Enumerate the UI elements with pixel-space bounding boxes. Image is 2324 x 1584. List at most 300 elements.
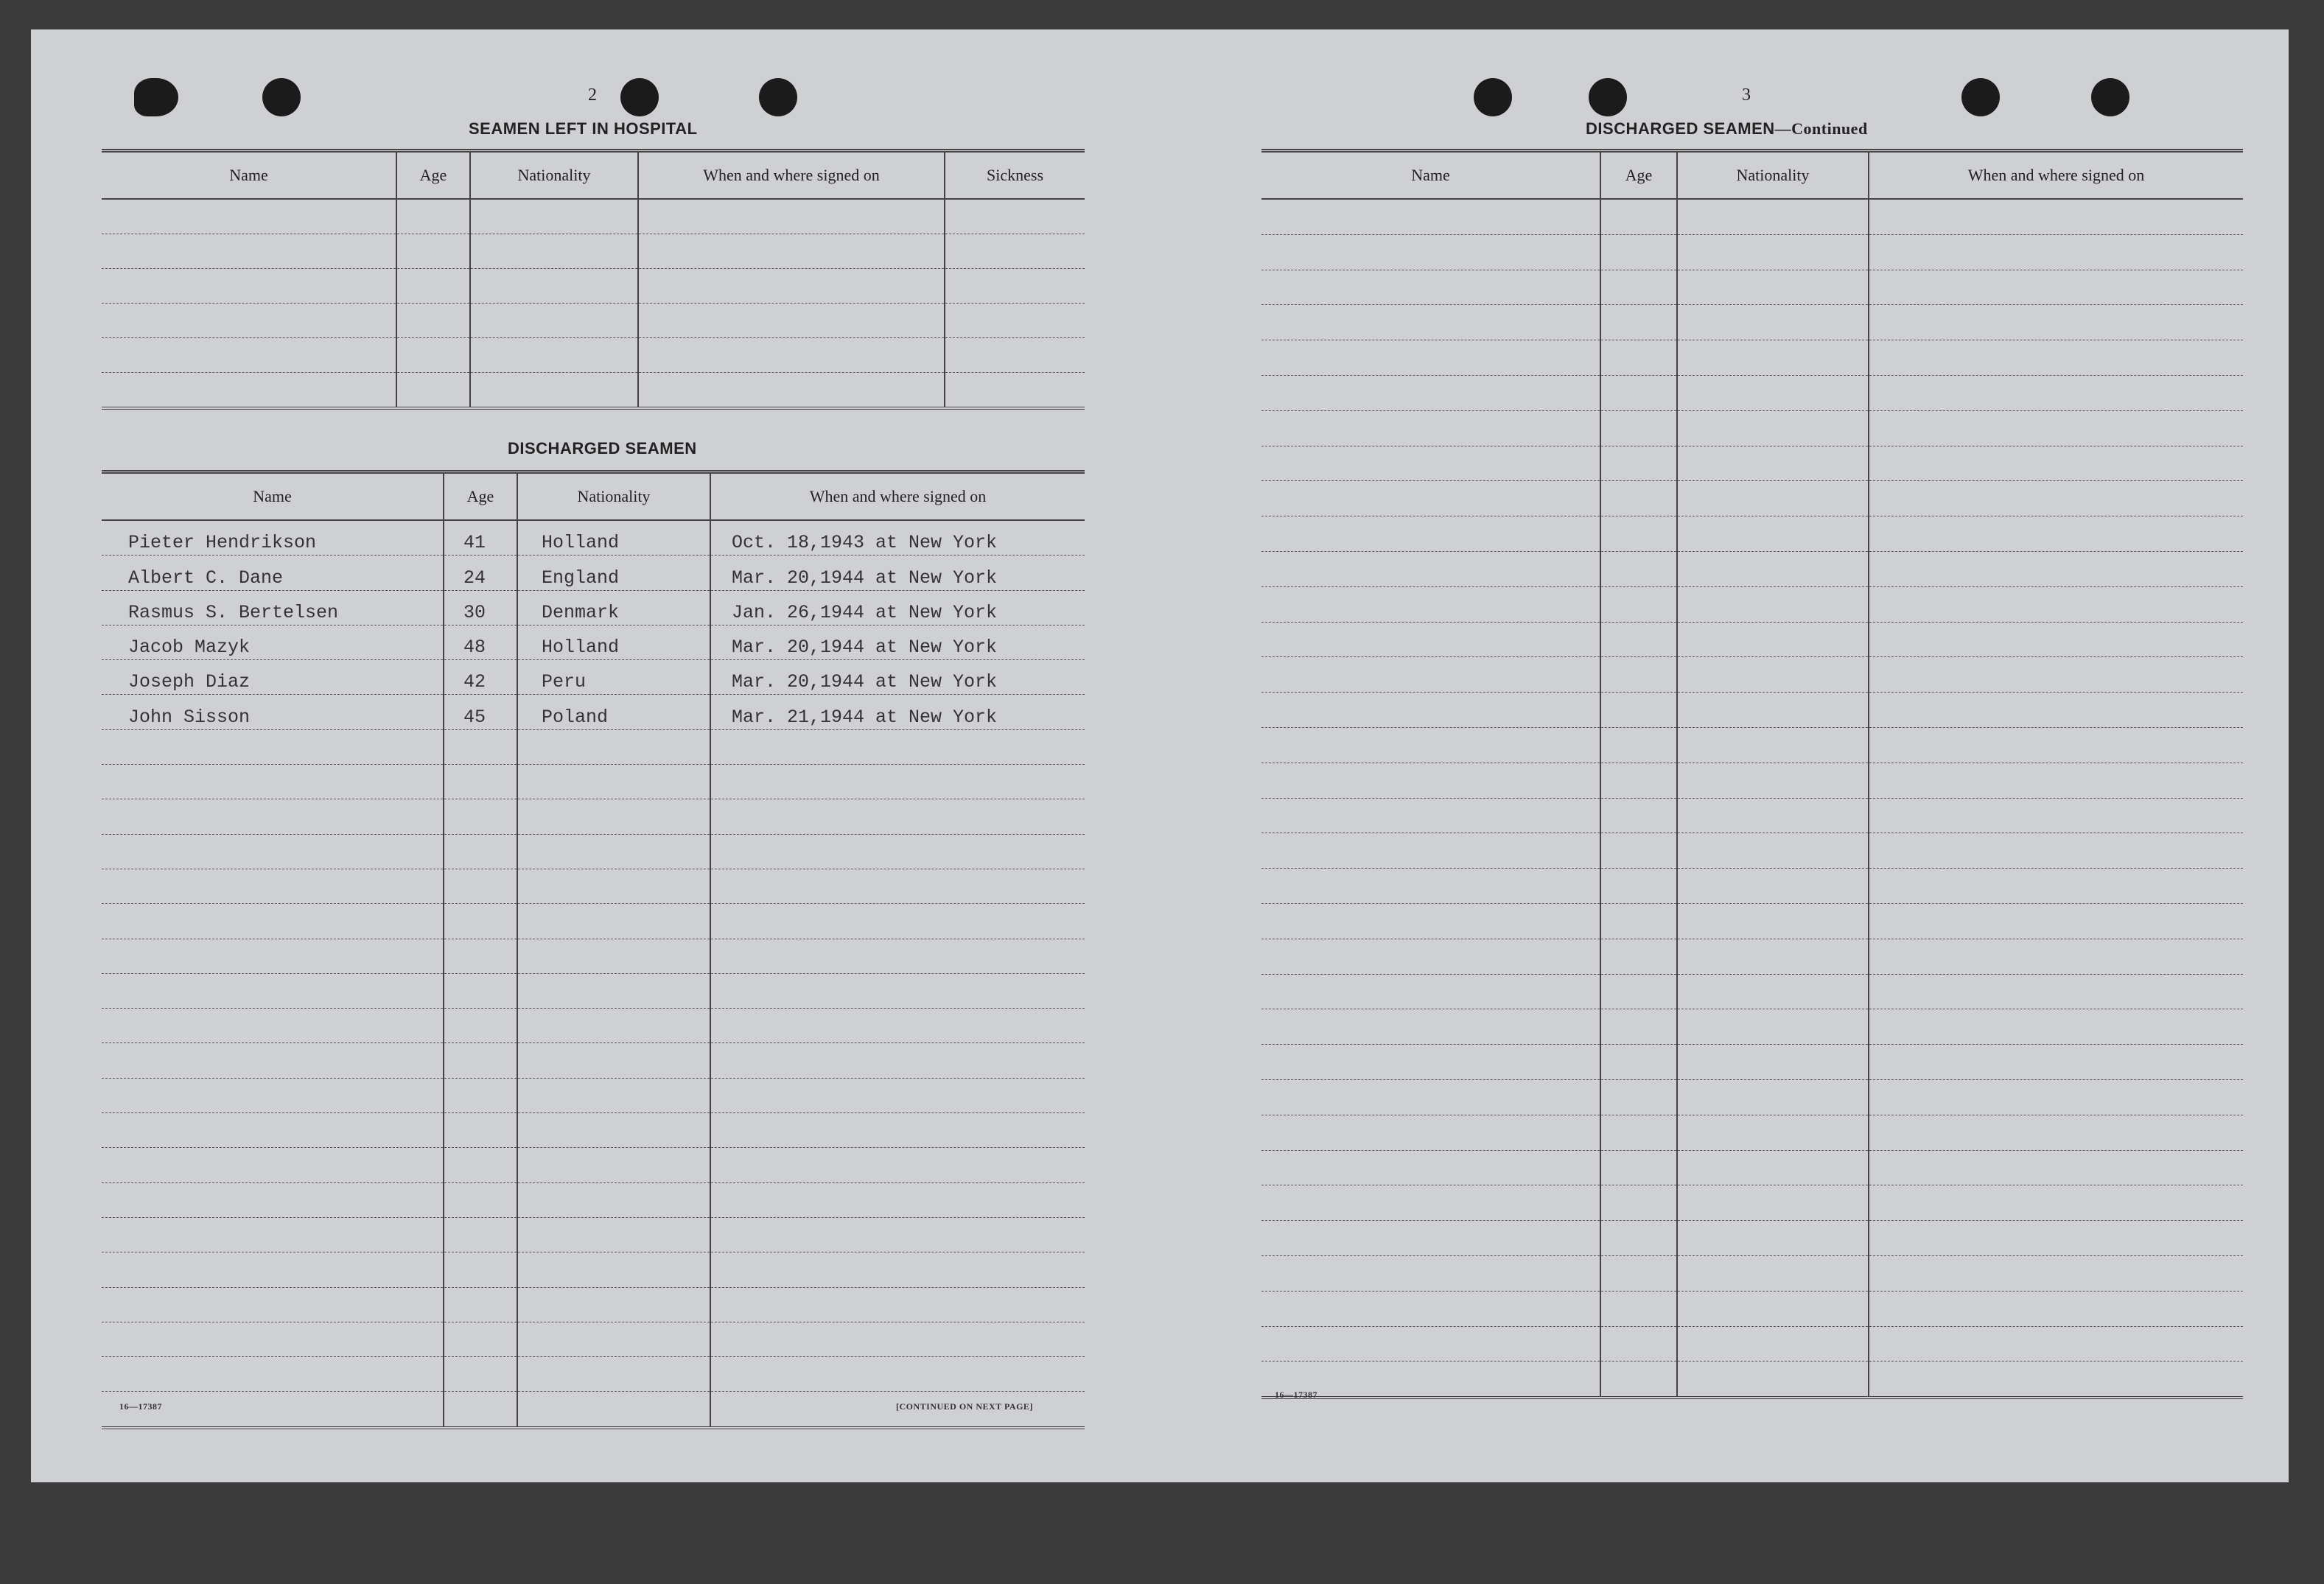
table-cell xyxy=(517,1113,710,1148)
table-row xyxy=(1261,1221,2243,1256)
table-cell xyxy=(517,1078,710,1112)
table-cell xyxy=(1677,234,1869,270)
table-row xyxy=(102,1357,1085,1392)
cell-signed-on: Jan. 26,1944 at New York xyxy=(732,601,998,623)
table-cell xyxy=(1677,410,1869,446)
table-row xyxy=(1261,727,2243,763)
cell-age: 24 xyxy=(463,567,486,589)
table-cell xyxy=(1677,1045,1869,1080)
table-cell xyxy=(444,799,517,834)
table-cell xyxy=(444,765,517,799)
table-cell xyxy=(1600,833,1677,869)
cell-nationality: England xyxy=(542,567,620,589)
table-cell xyxy=(102,1357,444,1392)
form-number: 16—17387 xyxy=(1275,1389,1317,1400)
table-cell xyxy=(1600,516,1677,552)
cell-nationality: Holland xyxy=(542,637,620,659)
table-cell xyxy=(1600,1221,1677,1256)
table-cell xyxy=(444,1113,517,1148)
table-cell xyxy=(710,1287,1085,1322)
table-cell xyxy=(1600,622,1677,657)
table-cell xyxy=(396,234,470,269)
table-cell xyxy=(1677,693,1869,728)
table-cell xyxy=(470,199,638,234)
table-cell xyxy=(1869,763,2243,798)
table-cell xyxy=(1869,1185,2243,1221)
continued-note: [CONTINUED ON NEXT PAGE] xyxy=(896,1401,1033,1412)
table-cell xyxy=(710,1148,1085,1182)
table-cell xyxy=(1600,763,1677,798)
table-cell xyxy=(1261,1326,1600,1362)
table-cell xyxy=(444,834,517,869)
table-row xyxy=(102,625,1085,659)
table-cell xyxy=(945,199,1085,234)
table-row xyxy=(102,1078,1085,1112)
table-cell xyxy=(1869,375,2243,410)
table-cell xyxy=(1261,1221,1600,1256)
table-cell xyxy=(1677,551,1869,586)
table-row xyxy=(102,834,1085,869)
table-cell xyxy=(444,1009,517,1043)
table-row xyxy=(102,556,1085,590)
table-cell xyxy=(638,304,945,338)
table-row xyxy=(102,695,1085,729)
table-row xyxy=(102,304,1085,338)
table-cell xyxy=(444,1287,517,1322)
table-cell xyxy=(1869,1150,2243,1185)
table-cell xyxy=(517,1148,710,1182)
table-cell xyxy=(517,1252,710,1287)
table-cell xyxy=(444,695,517,729)
table-cell xyxy=(710,1252,1085,1287)
table-cell xyxy=(1677,1362,1869,1398)
table-cell xyxy=(710,973,1085,1008)
discharged-table xyxy=(102,470,1085,1429)
table-row xyxy=(1261,1045,2243,1080)
discharged-section-title: DISCHARGED SEAMEN xyxy=(508,439,697,458)
table-cell xyxy=(444,939,517,973)
table-row xyxy=(1261,622,2243,657)
table-cell xyxy=(1869,727,2243,763)
table-row xyxy=(1261,903,2243,939)
table-cell xyxy=(1677,903,1869,939)
table-cell xyxy=(1869,1291,2243,1326)
table-cell xyxy=(1869,270,2243,305)
table-cell xyxy=(1677,1255,1869,1291)
table-cell xyxy=(1869,798,2243,833)
table-cell xyxy=(1261,657,1600,693)
table-cell xyxy=(1261,481,1600,516)
table-row xyxy=(1261,270,2243,305)
table-cell xyxy=(1677,516,1869,552)
table-cell xyxy=(1261,903,1600,939)
column-header-name: Name xyxy=(102,472,444,521)
table-cell xyxy=(710,660,1085,695)
table-cell xyxy=(1869,1115,2243,1150)
table-row xyxy=(102,590,1085,625)
table-row xyxy=(102,1148,1085,1182)
punch-hole xyxy=(620,78,659,116)
cell-nationality: Holland xyxy=(542,532,620,554)
table-row xyxy=(1261,481,2243,516)
table-cell xyxy=(710,556,1085,590)
table-cell xyxy=(1261,763,1600,798)
table-cell xyxy=(1677,1221,1869,1256)
table-row xyxy=(1261,939,2243,974)
table-row xyxy=(1261,974,2243,1009)
table-cell xyxy=(1869,410,2243,446)
table-cell xyxy=(1869,903,2243,939)
cell-age: 42 xyxy=(463,671,486,693)
column-header-age: Age xyxy=(396,151,470,200)
table-row xyxy=(102,1182,1085,1217)
table-cell xyxy=(517,834,710,869)
table-cell xyxy=(444,1322,517,1356)
table-cell xyxy=(444,1043,517,1078)
table-cell xyxy=(1600,1326,1677,1362)
table-cell xyxy=(1600,1079,1677,1115)
table-cell xyxy=(1600,1150,1677,1185)
hospital-section-title: SEAMEN LEFT IN HOSPITAL xyxy=(469,119,698,138)
table-row xyxy=(1261,234,2243,270)
table-row xyxy=(1261,199,2243,234)
table-cell xyxy=(444,1357,517,1392)
table-cell xyxy=(1600,1362,1677,1398)
table-cell xyxy=(517,973,710,1008)
table-cell xyxy=(517,625,710,659)
table-row xyxy=(102,765,1085,799)
table-cell xyxy=(1600,657,1677,693)
table-cell xyxy=(710,1043,1085,1078)
table-cell xyxy=(1600,305,1677,340)
table-cell xyxy=(470,338,638,373)
table-cell xyxy=(1869,305,2243,340)
column-header-age: Age xyxy=(1600,151,1677,200)
table-cell xyxy=(1600,551,1677,586)
table-row xyxy=(1261,586,2243,622)
table-cell xyxy=(517,1009,710,1043)
table-cell xyxy=(1261,340,1600,376)
table-row xyxy=(1261,1079,2243,1115)
table-cell xyxy=(945,338,1085,373)
table-cell xyxy=(1869,551,2243,586)
table-cell xyxy=(710,695,1085,729)
table-cell xyxy=(1600,586,1677,622)
table-row xyxy=(102,269,1085,304)
table-cell xyxy=(1677,763,1869,798)
punch-hole xyxy=(2091,78,2129,116)
punch-hole xyxy=(1589,78,1627,116)
table-cell xyxy=(444,660,517,695)
column-header-nationality: Nationality xyxy=(1677,151,1869,200)
table-row xyxy=(1261,1115,2243,1150)
cell-name: John Sisson xyxy=(128,706,251,728)
table-cell xyxy=(1600,1291,1677,1326)
table-row xyxy=(102,1217,1085,1252)
table-cell xyxy=(1677,446,1869,481)
column-header-name: Name xyxy=(102,151,396,200)
table-cell xyxy=(444,1392,517,1428)
table-cell xyxy=(1600,270,1677,305)
table-row xyxy=(102,729,1085,764)
right-page xyxy=(1188,29,2289,1482)
table-cell xyxy=(102,729,444,764)
cell-nationality: Peru xyxy=(542,671,587,693)
table-cell xyxy=(945,234,1085,269)
table-cell xyxy=(1261,586,1600,622)
table-cell xyxy=(1600,939,1677,974)
table-row xyxy=(1261,410,2243,446)
table-row xyxy=(102,1252,1085,1287)
table-cell xyxy=(102,304,396,338)
cell-name: Pieter Hendrikson xyxy=(128,532,317,554)
table-row xyxy=(102,1113,1085,1148)
table-cell xyxy=(1600,1185,1677,1221)
cell-signed-on: Mar. 20,1944 at New York xyxy=(732,637,998,659)
table-cell xyxy=(102,695,444,729)
table-cell xyxy=(1600,446,1677,481)
table-cell xyxy=(1677,1185,1869,1221)
table-cell xyxy=(710,729,1085,764)
table-cell xyxy=(710,834,1085,869)
table-row xyxy=(1261,551,2243,586)
table-cell xyxy=(102,520,444,556)
table-cell xyxy=(517,1043,710,1078)
table-cell xyxy=(1869,586,2243,622)
table-cell xyxy=(444,556,517,590)
table-row xyxy=(1261,657,2243,693)
cell-nationality: Poland xyxy=(542,706,609,728)
table-cell xyxy=(1677,974,1869,1009)
table-cell xyxy=(1869,234,2243,270)
table-cell xyxy=(102,269,396,304)
table-cell xyxy=(710,765,1085,799)
table-cell xyxy=(1261,869,1600,904)
table-cell xyxy=(1869,622,2243,657)
table-cell xyxy=(517,1217,710,1252)
table-row xyxy=(102,939,1085,973)
table-cell xyxy=(945,269,1085,304)
table-cell xyxy=(396,373,470,409)
cell-signed-on: Oct. 18,1943 at New York xyxy=(732,532,998,554)
table-row xyxy=(102,973,1085,1008)
table-row xyxy=(1261,1255,2243,1291)
table-row xyxy=(1261,763,2243,798)
table-cell xyxy=(1600,1115,1677,1150)
table-cell xyxy=(945,304,1085,338)
table-cell xyxy=(710,1078,1085,1112)
table-cell xyxy=(1261,270,1600,305)
table-cell xyxy=(444,973,517,1008)
table-row xyxy=(1261,798,2243,833)
table-row xyxy=(1261,305,2243,340)
continued-table xyxy=(1261,149,2243,1399)
column-header-sickness: Sickness xyxy=(945,151,1085,200)
table-cell xyxy=(444,729,517,764)
table-cell xyxy=(1869,199,2243,234)
table-cell xyxy=(1677,375,1869,410)
cell-age: 30 xyxy=(463,601,486,623)
table-cell xyxy=(1677,1150,1869,1185)
column-header-when-and-where-signed-on: When and where signed on xyxy=(710,472,1085,521)
table-row xyxy=(1261,833,2243,869)
table-cell xyxy=(102,1217,444,1252)
table-cell xyxy=(1677,657,1869,693)
continued-section-title xyxy=(1586,119,1868,139)
table-cell xyxy=(1600,234,1677,270)
punch-hole xyxy=(134,78,178,116)
punch-hole xyxy=(1474,78,1512,116)
table-cell xyxy=(1261,234,1600,270)
column-header-age: Age xyxy=(444,472,517,521)
table-cell xyxy=(1600,727,1677,763)
table-cell xyxy=(1261,551,1600,586)
table-cell xyxy=(638,373,945,409)
table-cell xyxy=(102,1078,444,1112)
table-cell xyxy=(1869,939,2243,974)
table-cell xyxy=(1677,1115,1869,1150)
table-cell xyxy=(1677,1009,1869,1045)
table-cell xyxy=(1261,622,1600,657)
cell-name: Jacob Mazyk xyxy=(128,637,251,659)
table-cell xyxy=(1869,869,2243,904)
column-header-when-and-where-signed-on: When and where signed on xyxy=(1869,151,2243,200)
table-cell xyxy=(1869,446,2243,481)
column-header-nationality: Nationality xyxy=(470,151,638,200)
table-cell xyxy=(710,869,1085,903)
table-cell xyxy=(102,1043,444,1078)
table-cell xyxy=(1261,693,1600,728)
table-cell xyxy=(1677,939,1869,974)
table-row xyxy=(1261,869,2243,904)
table-cell xyxy=(1261,727,1600,763)
table-cell xyxy=(517,660,710,695)
table-cell xyxy=(1869,1362,2243,1398)
table-cell xyxy=(1261,974,1600,1009)
table-cell xyxy=(102,1287,444,1322)
page-number: 3 xyxy=(1742,85,1751,105)
table-cell xyxy=(444,625,517,659)
table-cell xyxy=(517,904,710,939)
table-cell xyxy=(1677,270,1869,305)
table-cell xyxy=(1600,974,1677,1009)
table-cell xyxy=(1677,798,1869,833)
table-cell xyxy=(517,1392,710,1428)
table-row xyxy=(102,799,1085,834)
table-row xyxy=(102,199,1085,234)
cell-nationality: Denmark xyxy=(542,601,620,623)
table-cell xyxy=(1261,1045,1600,1080)
document-sheet xyxy=(31,29,2289,1482)
table-cell xyxy=(1600,1045,1677,1080)
table-cell xyxy=(710,939,1085,973)
table-cell xyxy=(1869,1221,2243,1256)
table-cell xyxy=(1869,1326,2243,1362)
table-cell xyxy=(102,834,444,869)
table-cell xyxy=(517,1287,710,1322)
table-cell xyxy=(1261,305,1600,340)
table-cell xyxy=(1677,1326,1869,1362)
cell-name: Rasmus S. Bertelsen xyxy=(128,601,339,623)
table-row xyxy=(1261,1150,2243,1185)
table-row xyxy=(102,1287,1085,1322)
table-cell xyxy=(1869,974,2243,1009)
table-cell xyxy=(1600,375,1677,410)
table-cell xyxy=(1261,1150,1600,1185)
continued-title-main: DISCHARGED SEAMEN xyxy=(1586,119,1775,138)
table-cell xyxy=(102,1113,444,1148)
table-cell xyxy=(1261,375,1600,410)
table-cell xyxy=(710,799,1085,834)
table-cell xyxy=(710,1322,1085,1356)
table-cell xyxy=(1261,798,1600,833)
form-number: 16—17387 xyxy=(119,1401,162,1412)
table-cell xyxy=(517,556,710,590)
table-row xyxy=(1261,1291,2243,1326)
table-cell xyxy=(444,1217,517,1252)
table-cell xyxy=(1600,1009,1677,1045)
table-cell xyxy=(444,1182,517,1217)
table-cell xyxy=(1677,586,1869,622)
table-cell xyxy=(1677,305,1869,340)
table-cell xyxy=(710,590,1085,625)
table-cell xyxy=(102,869,444,903)
table-row xyxy=(1261,1362,2243,1398)
table-cell xyxy=(517,799,710,834)
cell-age: 41 xyxy=(463,532,486,554)
left-page xyxy=(31,29,1158,1482)
table-cell xyxy=(638,234,945,269)
table-cell xyxy=(102,799,444,834)
table-cell xyxy=(102,765,444,799)
table-cell xyxy=(1261,516,1600,552)
table-cell xyxy=(1677,622,1869,657)
table-row xyxy=(102,904,1085,939)
page-number: 2 xyxy=(588,85,597,105)
table-cell xyxy=(102,373,396,409)
table-cell xyxy=(710,1182,1085,1217)
table-cell xyxy=(638,199,945,234)
table-cell xyxy=(1677,481,1869,516)
table-cell xyxy=(710,1009,1085,1043)
table-cell xyxy=(517,1182,710,1217)
table-cell xyxy=(1869,340,2243,376)
cell-name: Joseph Diaz xyxy=(128,671,251,693)
column-header-nationality: Nationality xyxy=(517,472,710,521)
table-row xyxy=(1261,1185,2243,1221)
table-cell xyxy=(517,765,710,799)
table-cell xyxy=(1261,939,1600,974)
table-cell xyxy=(1261,410,1600,446)
table-cell xyxy=(102,234,396,269)
cell-name: Albert C. Dane xyxy=(128,567,284,589)
table-cell xyxy=(444,590,517,625)
table-cell xyxy=(102,973,444,1008)
table-cell xyxy=(102,1009,444,1043)
table-cell xyxy=(1869,657,2243,693)
table-cell xyxy=(517,729,710,764)
table-cell xyxy=(1261,1291,1600,1326)
table-cell xyxy=(444,1078,517,1112)
table-cell xyxy=(444,520,517,556)
table-cell xyxy=(102,1322,444,1356)
table-cell xyxy=(1677,869,1869,904)
column-header-name: Name xyxy=(1261,151,1600,200)
punch-hole xyxy=(759,78,797,116)
table-cell xyxy=(1600,340,1677,376)
table-cell xyxy=(710,1113,1085,1148)
cell-signed-on: Mar. 20,1944 at New York xyxy=(732,671,998,693)
